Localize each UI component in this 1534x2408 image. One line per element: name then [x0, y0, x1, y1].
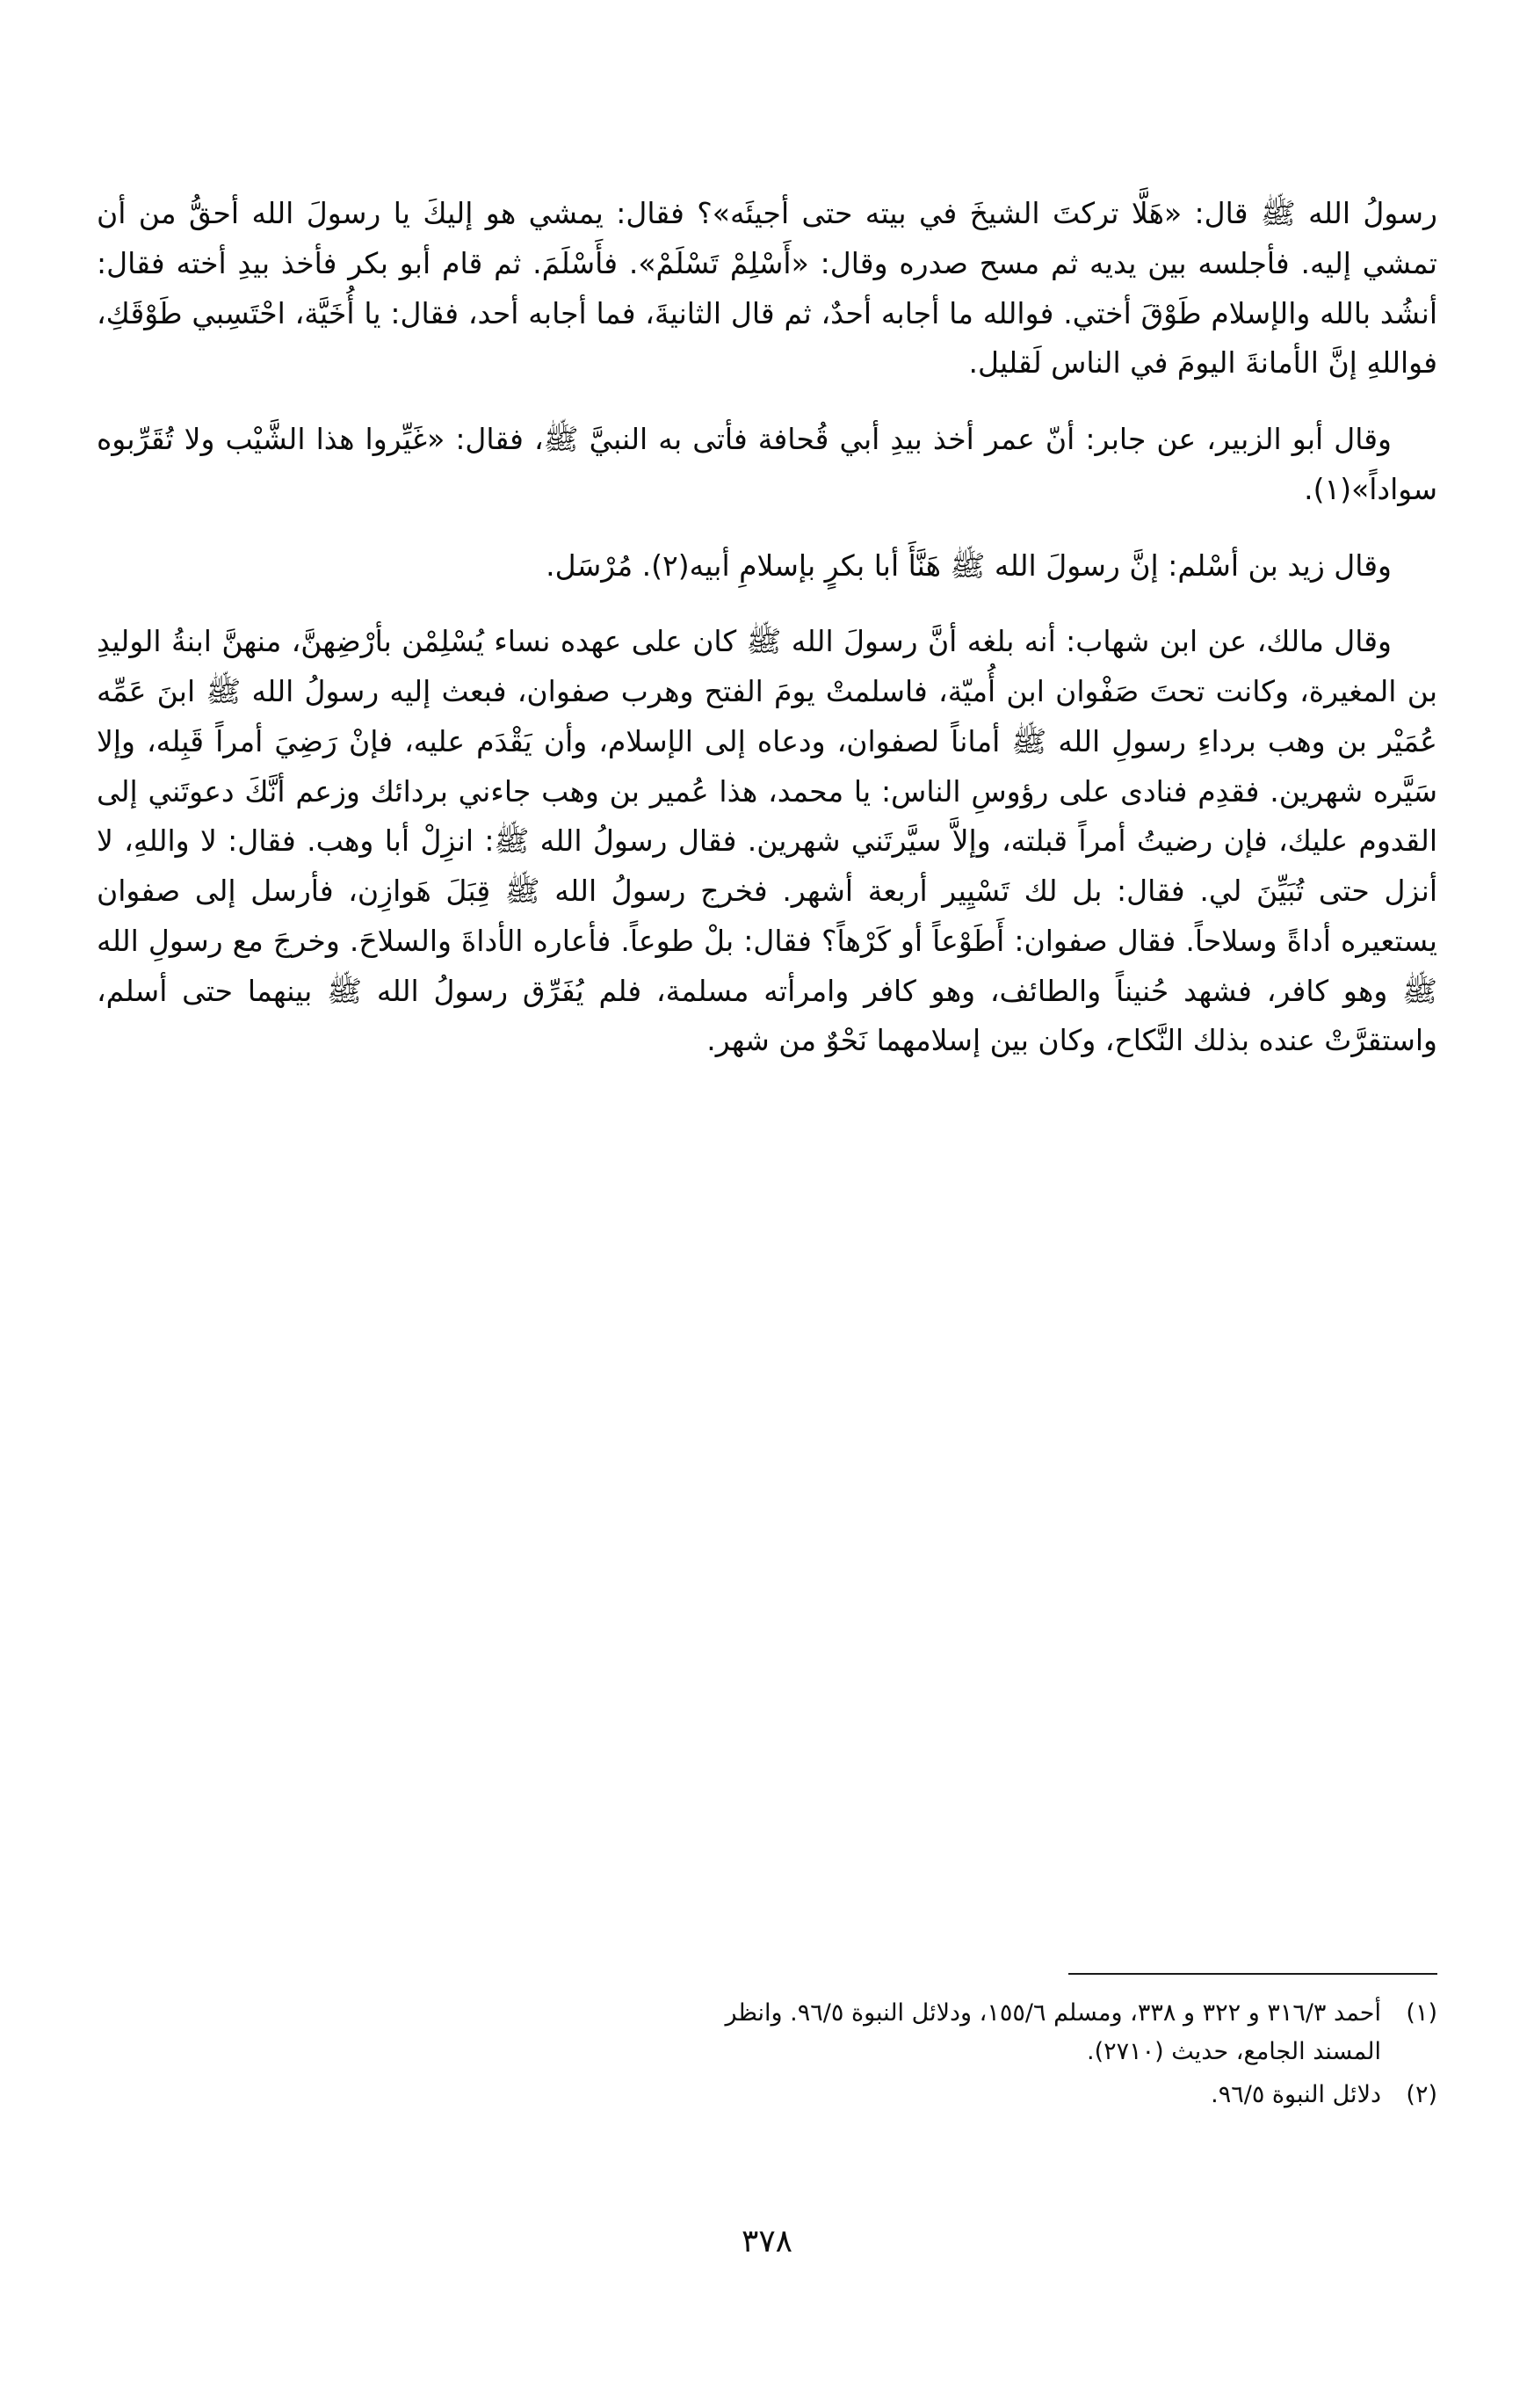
paragraph: وقال مالك، عن ابن شهاب: أنه بلغه أنَّ رسولَ الله ﷺ كان على عهده نساء يُسْلِمْن بأرْضِهنَّ، منهنَّ ابنةُ الوليدِ بن المغيرة، وكانت تحتَ صَفْوان ابن أُميّة، فاسلمتْ يومَ الفتح وهرب صفوان، فبعث إليه رسولُ الله ﷺ ابنَ عَمِّه عُمَيْر بن وهب برداءِ رسولِ الله ﷺ أماناً لصفوان، ودعاه إلى الإسلام، وأن يَقْدَم عليه، فإنْ رَضِيَ أمراً قَبِله، وإلا سَيَّره شهرين. فقدِم فنادى على رؤوسِ الناس: يا محمد، هذا عُمير بن وهب جاءني بردائك وزعم أنَّكَ دعوتَني إلى القدوم عليك، فإن رضيتُ أمراً قبلته، وإلاَّ سيَّرتَني شهرين. فقال رسولُ الله ﷺ: انزِلْ أبا وهب. فقال: لا واللهِ، لا أنزل حتى تُبَيِّنَ لي. فقال: بل لك تَسْيِير أربعة أشهر. فخرج رسولُ الله ﷺ قِبَلَ هَوازِن، فأرسل إلى صفوان يستعيره أداةً وسلاحاً. فقال صفوان: أَطَوْعاً أو كَرْهاً؟ فقال: بلْ طوعاً. فأعاره الأداةَ والسلاحَ. وخرجَ مع رسولِ الله ﷺ وهو كافر، فشهد حُنيناً والطائف، وهو كافر وامرأته مسلمة، فلم يُفَرِّق رسولُ الله ﷺ بينهما حتى أسلم، واستقرَّتْ عنده بذلك النَّكاح، وكان بين إسلامهما نَحْوٌ من شهر. [97, 624, 1437, 1058]
footnote-line: دلائل النبوة ٩٦/٥. [1211, 2081, 1381, 2109]
footnote-line: المسند الجامع، حديث (٢٧١٠). [1087, 2037, 1381, 2065]
footnote-item [97, 1994, 1437, 2071]
footnote-text [97, 2076, 1381, 2114]
footnote-divider [1068, 1973, 1437, 1975]
paragraph: وقال أبو الزبير، عن جابر: أنّ عمر أخذ بيدِ أبي قُحافة فأتى به النبيَّ ﷺ، فقال: «غَيِّروا هذا الشَّيْب ولا تُقَرِّبوه سواداً»(١). [97, 422, 1437, 506]
page-number: ٣٧٨ [741, 2223, 792, 2259]
footnote-text [97, 1994, 1381, 2071]
body-text [97, 189, 1437, 1066]
footnote-line: أحمد ٣١٦/٣ و ٣٢٢ و ٣٣٨، ومسلم ١٥٥/٦، ودلائل النبوة ٩٦/٥. وانظر [725, 1999, 1381, 2027]
footnote-marker: (٢) [1406, 2081, 1437, 2109]
paragraph: وقال زيد بن أسْلم: إنَّ رسولَ الله ﷺ هَنَّأَ أبا بكرٍ بإسلامِ أبيه(٢). مُرْسَل. [546, 548, 1392, 583]
paragraph: رسولُ الله ﷺ قال: «هَلَّا تركتَ الشيخَ في بيته حتى أجيئَه»؟ فقال: يمشي هو إليكَ يا رسولَ الله أحقُّ من أن تمشي إليه. فأجلسه بين يديه ثم مسح صدره وقال: «أَسْلِمْ تَسْلَمْ». فأَسْلَمَ. ثم قام أبو بكر فأخذ بيدِ أخته فقال: أنشُد بالله والإسلام طَوْقَ أختي. فوالله ما أجابه أحدٌ، ثم قال الثانيةَ، فما أجابه أحد، فقال: يا أُخَيَّة، احْتَسِبي طَوْقَكِ، فواللهِ إنَّ الأمانةَ اليومَ في الناس لَقليل. [97, 196, 1437, 381]
footnotes [97, 1973, 1437, 2120]
footnote-item [97, 2076, 1437, 2114]
footnote-marker: (١) [1406, 1999, 1437, 2027]
